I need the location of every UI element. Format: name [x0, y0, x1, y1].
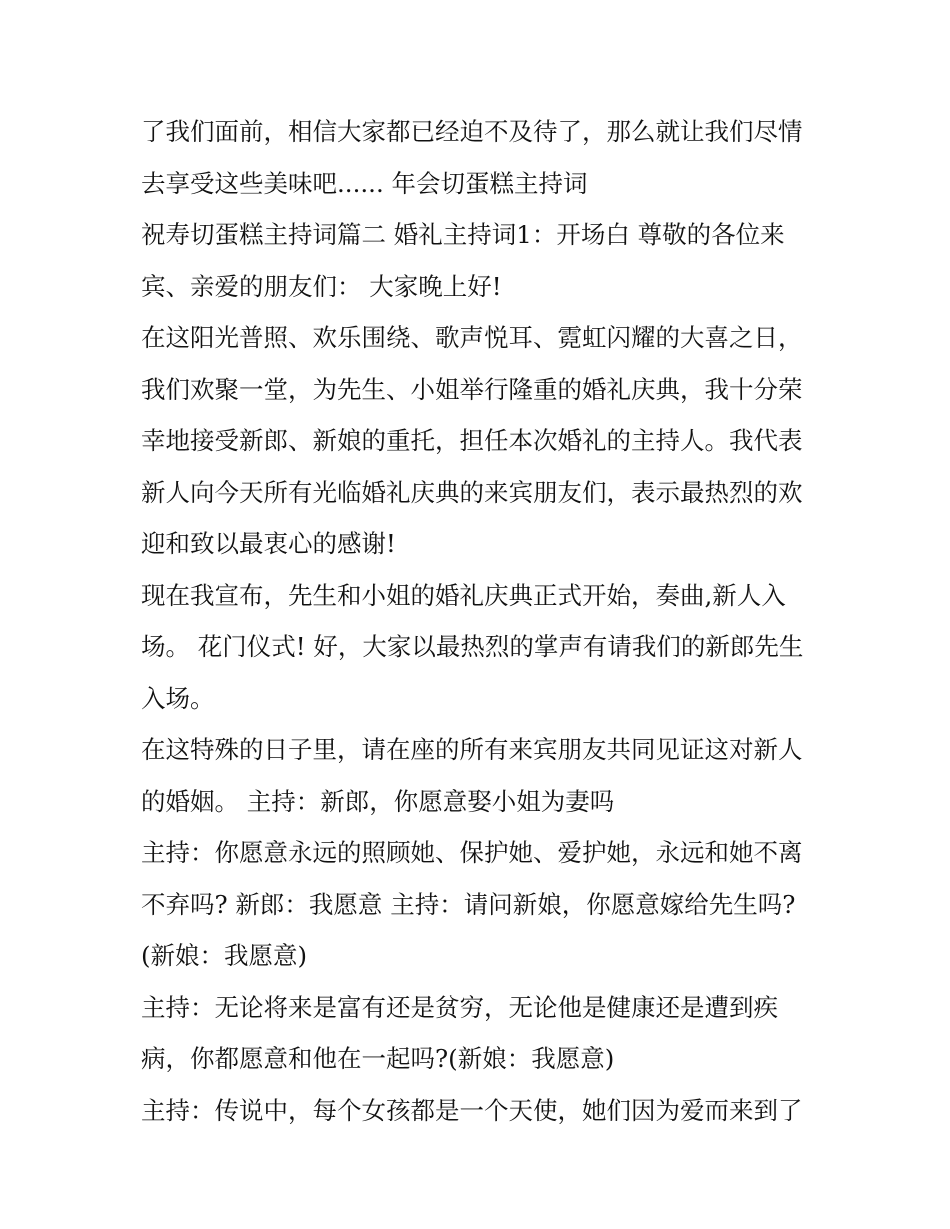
text-line-17: (新娘：我愿意): [141, 941, 308, 970]
text-line-16: 不弃吗? 新郎：我愿意 主持：请问新娘，你愿意嫁给先生吗?: [141, 889, 796, 919]
text-line-20: 主持：传说中，每个女孩都是一个天使，她们因为爱而来到了: [141, 1095, 803, 1125]
text-line-5: 在这阳光普照、欢乐围绕、歌声悦耳、霓虹闪耀的大喜之日，: [141, 323, 803, 352]
text-line-19: 病，你都愿意和他在一起吗?(新娘：我愿意): [141, 1044, 615, 1073]
document-body: [141, 106, 821, 1136]
text-line-10: 现在我宣布，先生和小姐的婚礼庆典正式开始，奏曲,新人入: [141, 580, 786, 610]
text-line-11: 场。 花门仪式! 好，大家以最热烈的掌声有请我们的新郎先生: [141, 632, 804, 661]
text-line-7: 幸地接受新郎、新娘的重托，担任本次婚礼的主持人。我代表: [141, 426, 803, 455]
text-line-14: 的婚姻。 主持：新郎，你愿意娶小姐为妻吗: [141, 786, 615, 816]
text-line-8: 新人向今天所有光临婚礼庆典的来宾朋友们，表示最热烈的欢: [141, 477, 803, 507]
text-line-1: 了我们面前，相信大家都已经迫不及待了，那么就让我们尽情: [141, 117, 803, 146]
text-line-6: 我们欢聚一堂，为先生、小姐举行隆重的婚礼庆典，我十分荣: [141, 374, 803, 404]
text-line-2: 去享受这些美味吧...... 年会切蛋糕主持词: [141, 168, 588, 198]
text-line-13: 在这特殊的日子里，请在座的所有来宾朋友共同见证这对新人: [141, 735, 803, 764]
text-line-12: 入场。: [141, 683, 215, 713]
text-line-15: 主持：你愿意永远的照顾她、保护她、爱护她，永远和她不离: [141, 838, 803, 867]
text-line-3: 祝寿切蛋糕主持词篇二 婚礼主持词1：开场白 尊敬的各位来: [141, 220, 785, 249]
text-line-18: 主持：无论将来是富有还是贫穷，无论他是健康还是遭到疾: [141, 992, 778, 1022]
text-line-9: 迎和致以最衷心的感谢!: [141, 529, 396, 558]
text-line-4: 宾、亲爱的朋友们： 大家晚上好!: [141, 271, 502, 301]
